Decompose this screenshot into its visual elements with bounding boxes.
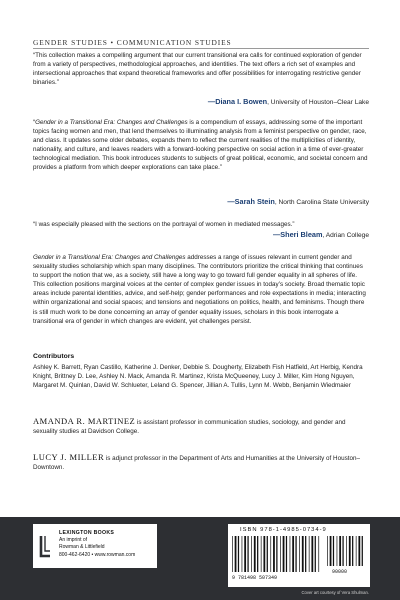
barcode-bar [242,536,243,572]
contributors-heading: Contributors [33,353,75,360]
editor-bio-2 [33,453,369,472]
editor-bio-text-2: is adjunct professor in the Department of Arts and Humanities at the University of Houston–Downtown. [33,455,360,472]
editor-bio-1 [33,417,369,436]
blurb-3-attribution [273,230,369,239]
barcode-bar [349,536,351,566]
barcode-bar [263,536,265,572]
barcode-bar [358,536,360,566]
editor-bio-text-1: is assistant professor in communication studies, sociology, and gender and sexuality studies at Davidson College. [33,419,346,436]
barcode-bar [290,536,291,572]
barcode-bar [337,536,338,566]
description-book-title: Gender in a Transitional Era: Changes and Challenges [33,254,186,261]
barcode-bar [251,536,252,572]
blurb-2-text [33,118,369,173]
barcode-bar [309,536,310,572]
cover-art-credit: Cover art courtesy of Vera Shulman. [301,590,369,595]
barcode-bar [244,536,246,572]
publisher-parent: Rowman & Littlefield [59,544,105,551]
barcode-bar [356,536,357,566]
description-body: addresses a range of issues relevant in current gender and sexuality studies scholarship which span many disciplines. The contributors prioritize the critical thinking that continues to support the notion that we, as a society, still have a long way to go toward full gender equality in all spheres of life. This collection positions marginal voices at the center of complex gender issues in today’s society. Broad thematic topic areas include parental identities, advice, and self-help; gender performances and role expectations in media; interacting within organizational and social spaces; and tensions and negotiations on politics, health, and feminisms. Though there is still much work to be done concerning an array of gender equality issues, scholars in this book interrogate a transitional era of gender in which changes are evident, yet challenges persist. [33,254,366,325]
blurb-1-attribution [208,97,369,106]
blurb-2-attribution [227,197,369,206]
barcode-bar [339,536,341,566]
barcode-bar [311,536,313,572]
blurb-2-affiliation: , North Carolina State University [274,199,369,206]
barcode-bar [330,536,332,566]
publisher-name: LEXINGTON BOOKS [59,530,115,536]
barcode-bar [327,536,328,566]
publisher-imprint-line: An imprint of [59,537,88,544]
blurb-1-name: —Diana I. Bowen [207,97,268,106]
blurb-3-affiliation: , Adrian College [322,232,369,239]
barcode-digits: 9 781498 507349 [232,575,278,581]
barcode-bar [292,536,294,572]
blurb-2-body: is a compendium of essays, addressing some of the important topics facing women and men, that lend themselves to illuminating analysis from a feminist perspective on gender, race, and class. It updates some older debates, expands them to reflect the current realities of the multiplicities of identity, nationality, and culture, and leaves readers with a forward-looking perspective on social action in a time of ever-greater technological mediation. This book introduces students to subjects of great political, economic, and societal concern and provides a platform from which deeper explorations can take place.” [33,119,368,172]
isbn-text: ISBN 978-1-4985-0734-9 [240,527,327,533]
barcode-bar [342,536,343,566]
barcode-bar [273,536,275,572]
barcode-block [228,524,370,587]
price-digits: 90000 [332,569,348,575]
barcode-bar [318,536,319,572]
blurb-1-text: “This collection makes a compelling argument that our current transitional era calls for continued exploration of gender from a variety of perspectives, methodological approaches, and identities. The text offers a rich set of examples and intersectional approaches that expand theoretical frameworks and offer possibilities for interrogating restrictive gender binaries.” [33,52,362,87]
book-description [33,253,369,326]
blurb-3-text: “I was especially pleased with the sections on the portrayal of women in mediated messages.” [33,221,295,228]
isbn-barcode [230,536,322,574]
barcode-bar [247,536,248,572]
barcode-bar [362,536,363,566]
barcode-bar [352,536,353,566]
barcode-bar [283,536,285,572]
publisher-contact: 800-462-6420 • www.rowman.com [59,551,136,558]
barcode-bar [257,536,258,572]
barcode-bar [276,536,277,572]
barcode-bar [238,536,239,572]
editor-name-1: AMANDA R. MARTINEZ [33,416,136,426]
barcode-bar [261,536,262,572]
barcode-bar [302,536,304,572]
barcode-bar [333,536,334,566]
contributors-list: Ashley K. Barrett, Ryan Castillo, Katherine J. Denker, Debbie S. Dougherty, Elizabeth Fish Hatfield, Art Herbig, Kendra Knight, Brittney D. Lee, Ashley N. Mack, Amanda R. Martinez, Krista McQueeney, Lucy J. Miller, Kim Hong Nguyen, Margaret M. Quinlan, David W. Schlueter, Leland G. Spencer, Jillian A. Tullis, Lynn M. Webb, Benjamin Wiedmaier [33,364,363,390]
blurb-1-affiliation: , University of Houston–Clear Lake [267,99,369,106]
barcode-bar [270,536,271,572]
barcode-bar [295,536,296,572]
editor-name-2: LUCY J. MILLER [33,452,105,462]
divider [33,48,369,49]
blurb-3-name: —Sheri Bleam [272,230,323,239]
barcode-bar [299,536,300,572]
barcode-bar [267,536,268,572]
blurb-2-open-quote: “ [33,119,36,126]
barcode-bar [286,536,287,572]
barcode-bar [232,536,233,572]
barcode-bar [315,536,316,572]
series-label: GENDER STUDIES • COMMUNICATION STUDIES [33,38,232,47]
publisher-text [59,530,135,559]
barcode-bar [254,536,256,572]
blurb-2-book-title: Gender in a Transitional Era: Changes and Challenges [35,119,188,126]
price-barcode [325,536,365,568]
publisher-block [33,524,157,568]
barcode-bar [235,536,237,572]
barcode-bar [305,536,306,572]
publisher-logo-icon [38,534,53,560]
barcode-bar [280,536,281,572]
barcode-bar [346,536,347,566]
blurb-2-name: —Sarah Stein [227,197,275,206]
